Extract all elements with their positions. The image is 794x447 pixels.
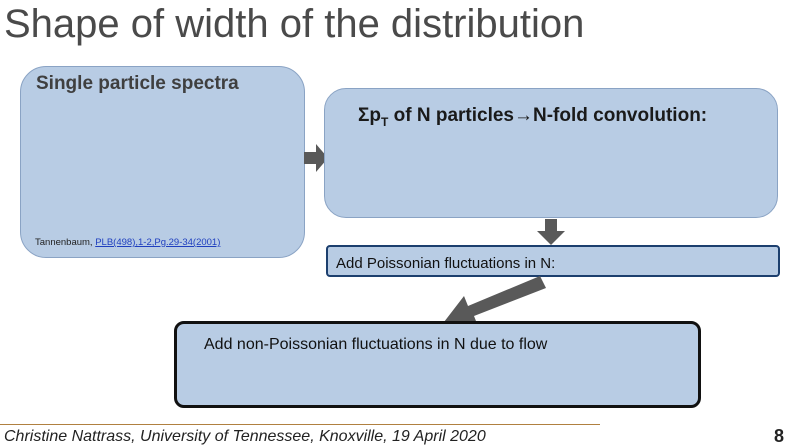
single-particle-spectra-box — [20, 66, 305, 258]
citation-link[interactable]: PLB(498),1-2,Pg.29-34(2001) — [95, 237, 221, 248]
diagonal-arrow-icon — [440, 270, 550, 328]
box-text: Add non-Poissonian fluctuations in N due to flow — [204, 336, 548, 353]
down-arrow-icon — [537, 219, 565, 245]
non-poissonian-box — [174, 321, 701, 408]
box-title: Single particle spectra — [36, 73, 239, 94]
footer-divider — [0, 424, 600, 425]
footer-text: Christine Nattrass, University of Tennessee, Knoxville, 19 April 2020 — [4, 428, 486, 445]
citation-text: Tannenbaum, — [35, 237, 96, 248]
convolution-label: of N particles→N-fold convolution: — [388, 105, 708, 126]
citation — [35, 237, 220, 248]
sum-pt-label: Σp — [358, 105, 382, 126]
convolution-box — [324, 88, 778, 218]
box-title — [358, 105, 707, 129]
page-number: 8 — [773, 426, 784, 446]
poissonian-box — [326, 245, 780, 277]
box-text: Add Poissonian fluctuations in N: — [336, 255, 556, 272]
subscript: T — [381, 114, 389, 129]
slide-title: Shape of width of the distribution — [4, 2, 585, 46]
